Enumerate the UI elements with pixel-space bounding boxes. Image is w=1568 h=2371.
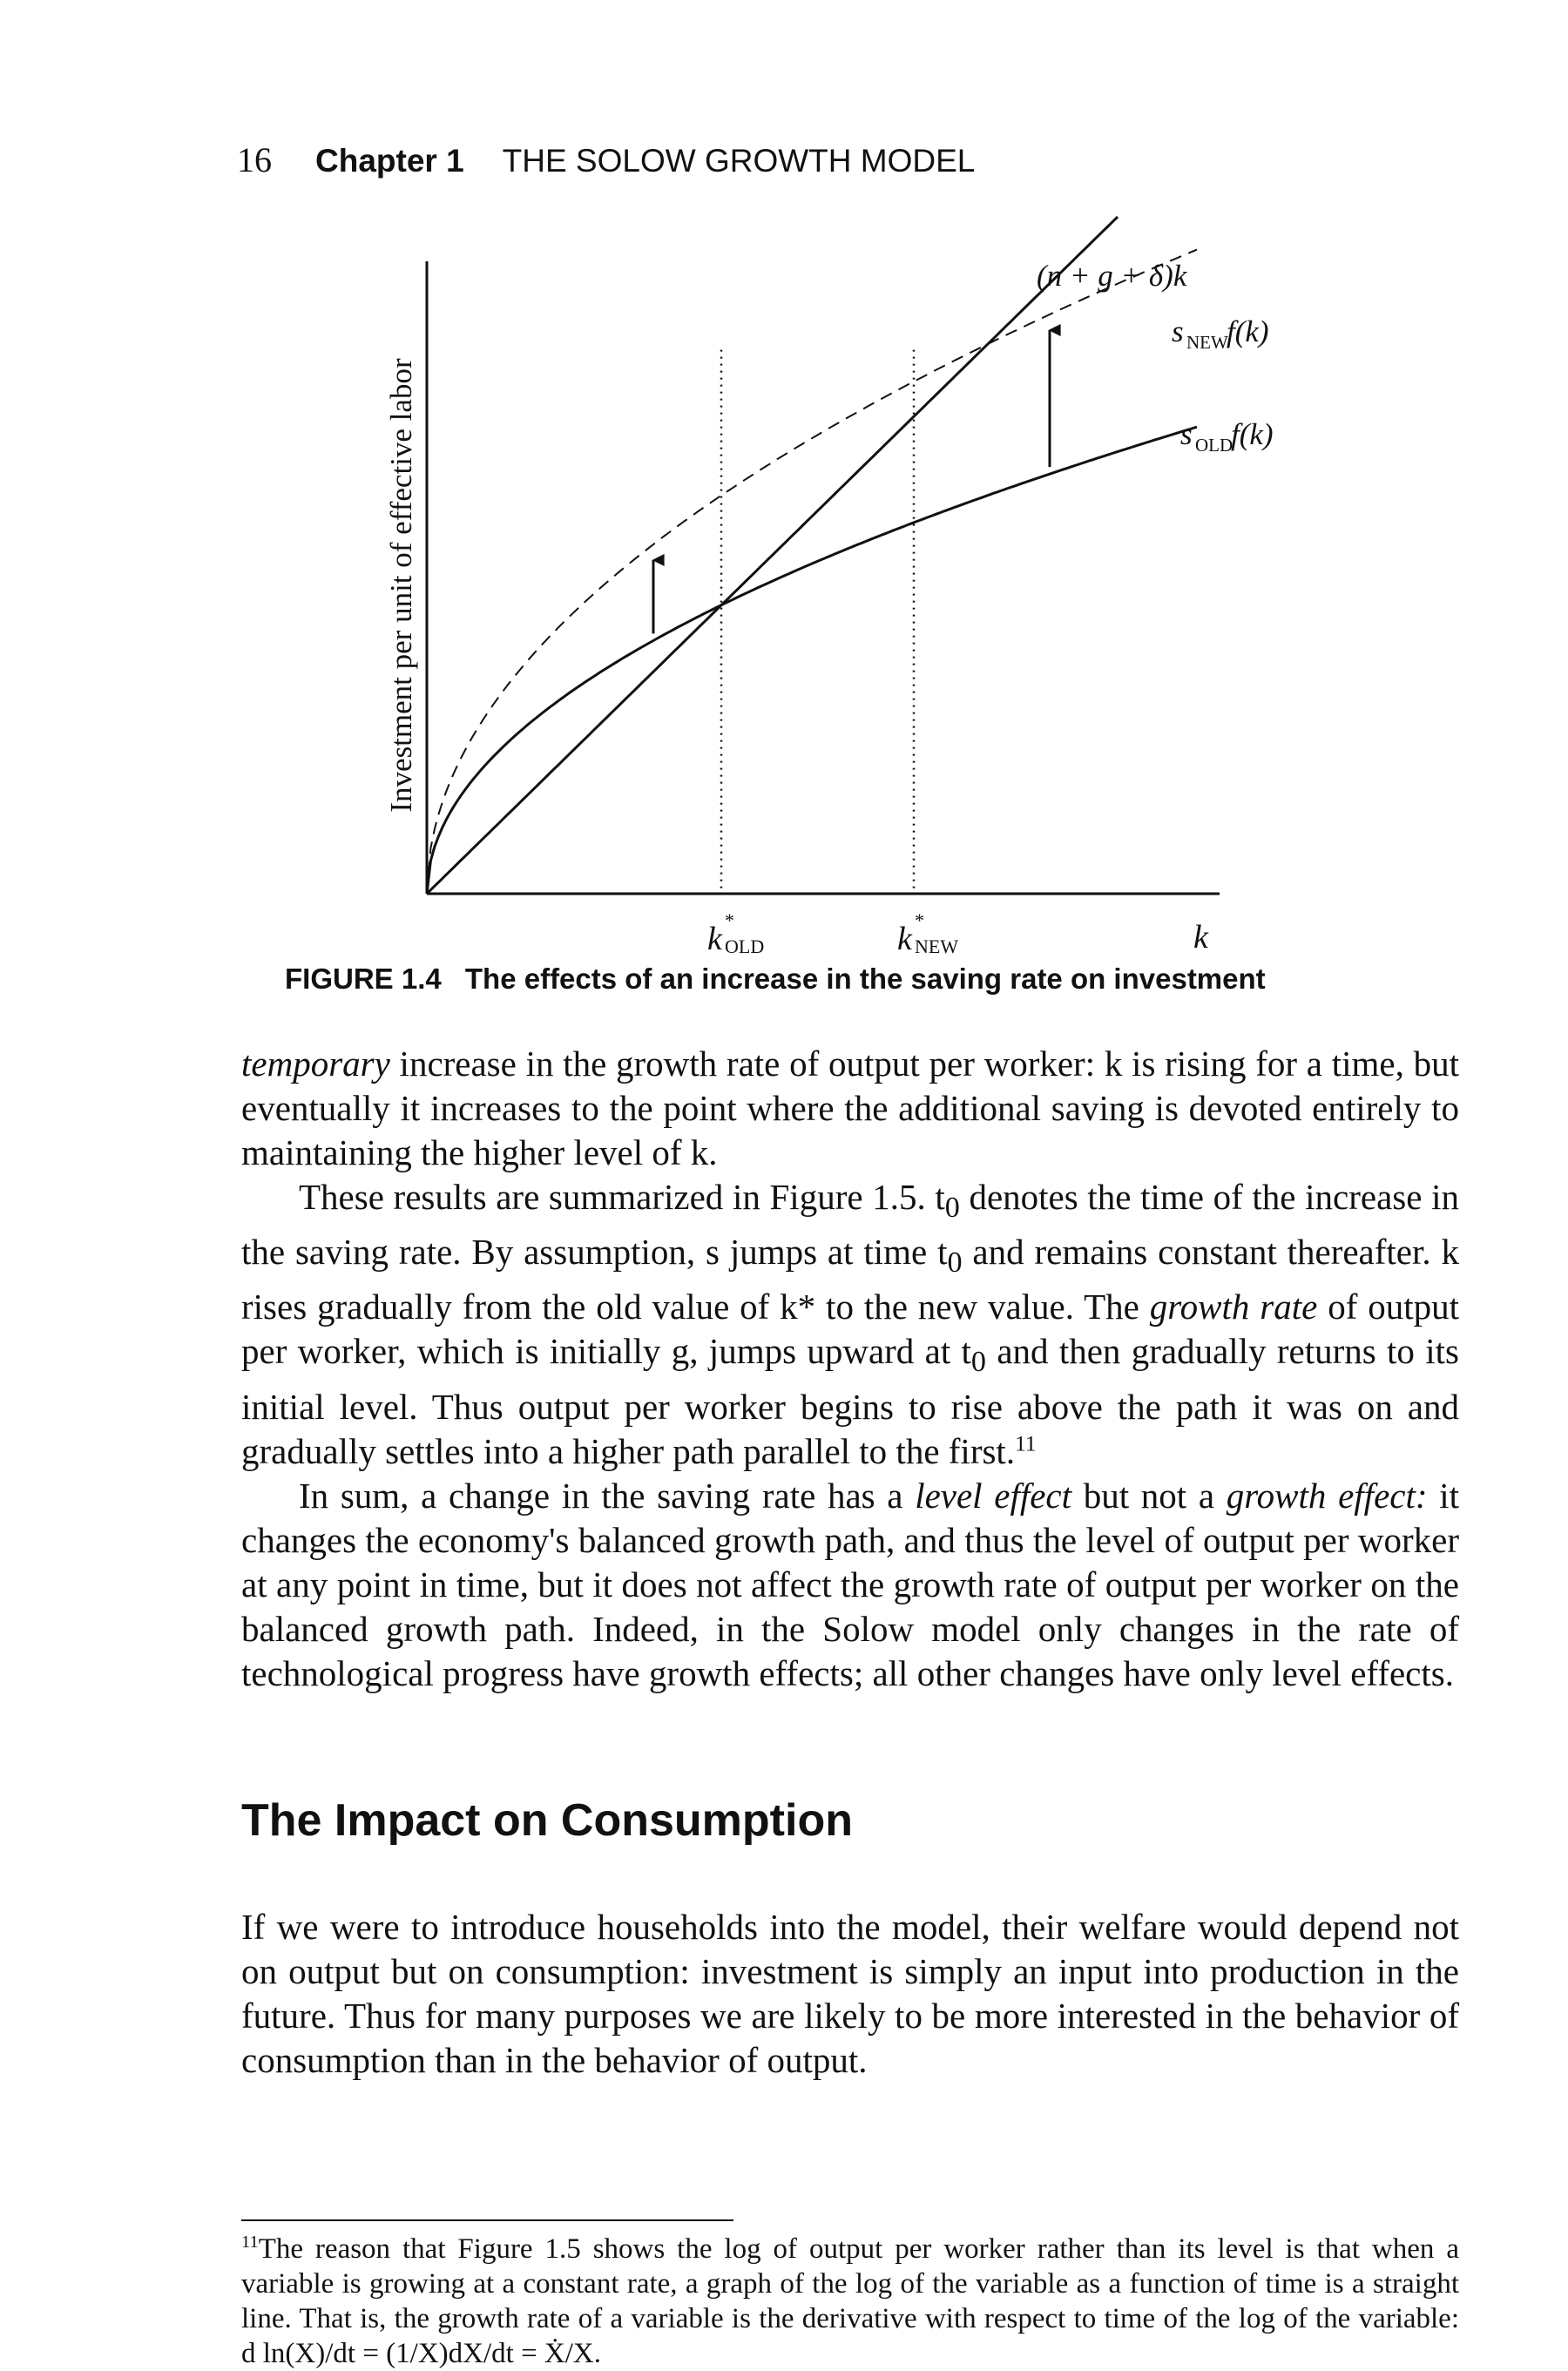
- chapter-label: Chapter 1: [315, 143, 464, 179]
- y-axis-label: Investment per unit of effective labor: [384, 358, 418, 813]
- svg-text:(n + g + δ)k: (n + g + δ)k: [1037, 259, 1187, 293]
- label-s-old: [1180, 417, 1274, 456]
- x-axis-label: k: [1193, 919, 1208, 956]
- figure-1-4-chart: [0, 0, 1568, 1002]
- svg-text:k: k: [707, 921, 722, 957]
- svg-text:NEW: NEW: [1186, 332, 1228, 353]
- footnote-marker: 11: [241, 2233, 259, 2252]
- footnote: $^{11}$The reason that Figure 1.5 shows the log of output per worker rather than its level is that when a variable is growing at a constant rate, a graph of the log of the variable as a function of time is a straight line. That is, the growth rate of a variable is the derivative with respect to time of the log of the variable: d ln(X)/dt = (1/X)dX/dt = Ẋ/X.: [241, 2233, 1459, 2369]
- paragraph-1: temporary increase in the growth rate of output per worker: k is rising for a time, but eventually it increases to the point where the additional saving is devoted entirely to maintaining the higher level of k.: [241, 1044, 1459, 1172]
- svg-text:OLD: OLD: [725, 936, 765, 957]
- section-heading: The Impact on Consumption: [241, 1795, 853, 1846]
- s-old-curve: [427, 427, 1197, 894]
- paragraph-2: These results are summarized in Figure 1.5. $t_0$ denotes the time of the increase in the saving rate. By assumption, s jumps at time $t_0$ and remains constant thereafter. k rises gradually from the old value of k* to the new value. The growth rate of output per worker, which is initially g, jumps upward at $t_0$ and then gradually returns to its initial level. Thus output per worker begins to rise above the path it was on and gradually settles into a higher path parallel to the first.$^{11}$: [241, 1177, 1460, 1471]
- svg-text:OLD: OLD: [1195, 435, 1233, 456]
- page-number: 16: [237, 140, 272, 179]
- svg-text:*: *: [915, 909, 924, 931]
- section-text-2: [241, 1905, 1459, 2083]
- x-tick-k-new: [897, 909, 958, 957]
- paragraph-4: If we were to introduce households into the model, their welfare would depend not on output but on consumption: investment is simply an input into production in the future. Thus for many purposes we are likely to be more interested in the behavior of consumption than in the behavior of output.: [241, 1907, 1459, 2080]
- section-text-1: [241, 1042, 1459, 1696]
- plot-area: [427, 217, 1220, 894]
- svg-text:s: s: [1180, 417, 1193, 451]
- svg-text:k: k: [897, 921, 912, 957]
- chapter-title: THE SOLOW GROWTH MODEL: [502, 143, 976, 179]
- svg-text:f(k): f(k): [1227, 314, 1269, 348]
- svg-text:s: s: [1172, 314, 1184, 348]
- figure-caption-text: The effects of an increase in the saving rate on investment: [464, 963, 1266, 995]
- footnote-ref: 11: [1015, 1430, 1037, 1456]
- figure-caption: [285, 963, 1266, 996]
- svg-text:f(k): f(k): [1231, 417, 1274, 451]
- label-break-even: [1037, 259, 1188, 293]
- svg-text:NEW: NEW: [915, 936, 959, 957]
- svg-text:*: *: [725, 909, 734, 931]
- paragraph-3: In sum, a change in the saving rate has a level effect but not a growth effect: it changes the economy's balanced growth path, and thus the level of output per worker at any point in time, but it does not affect the growth rate of output per worker on the balanced growth path. Indeed, in the Solow model only changes in the rate of technological progress have growth effects; all other changes have only level effects.: [241, 1475, 1459, 1693]
- figure-number: FIGURE 1.4: [285, 963, 442, 995]
- footnote-divider: [241, 2219, 733, 2221]
- x-tick-k-old: [707, 909, 764, 957]
- break-even-line: [427, 217, 1118, 894]
- label-s-new: [1172, 314, 1269, 353]
- s-new-curve: [427, 250, 1197, 894]
